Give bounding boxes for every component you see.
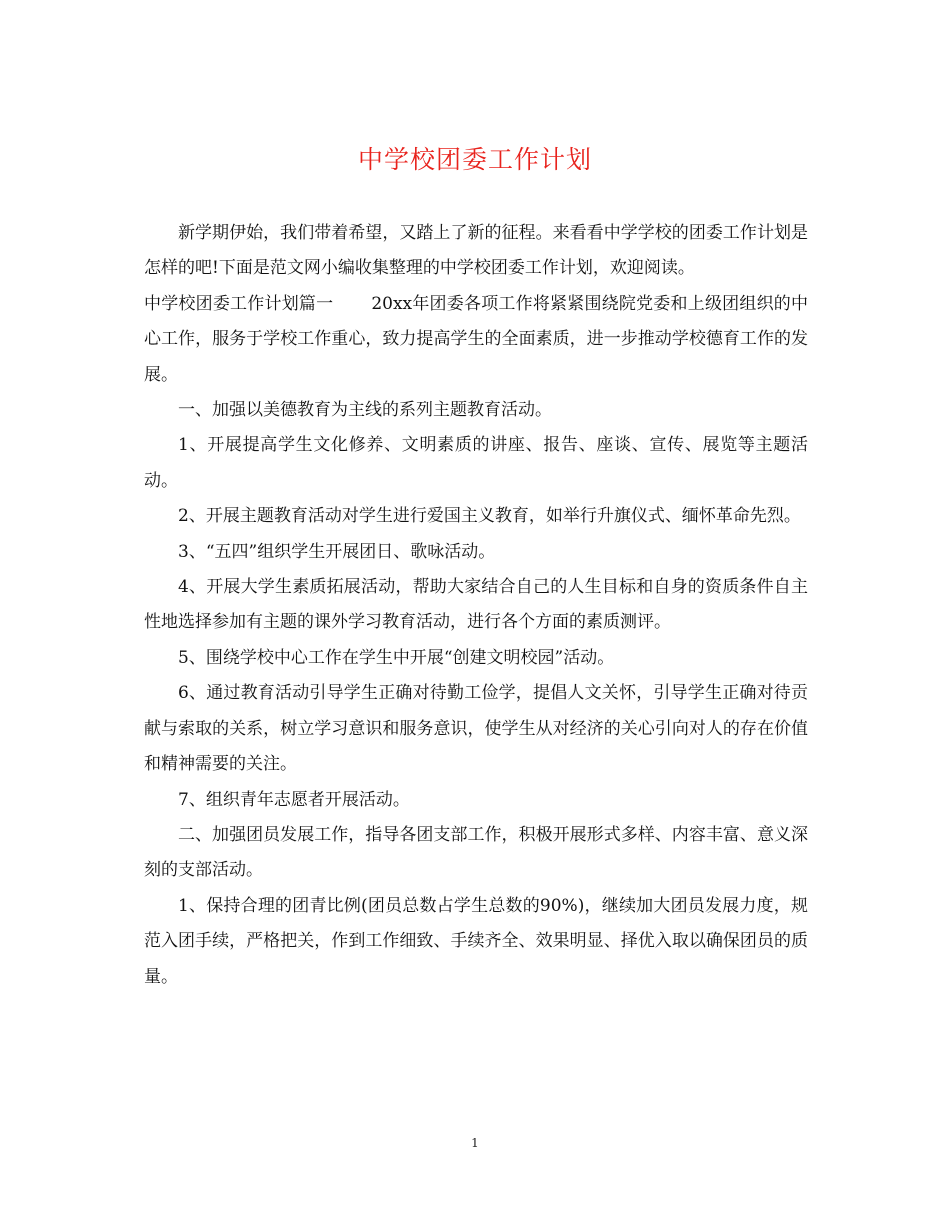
section-label: 中学校团委工作计划篇一: [144, 293, 334, 314]
body-paragraph-8: 7、组织青年志愿者开展活动。: [178, 789, 410, 810]
section-text: 20xx年团委各项工作将紧紧围绕院党委和上级团组织的中心工作，服务于学校工作重心，致力提高学生的全面素质，进一步推动学校德育工作的发展。: [144, 293, 808, 385]
intro-paragraph: 新学期伊始，我们带着希望，又踏上了新的征程。来看看中学学校的团委工作计划是怎样的吧!下面是范文网小编收集整理的中学校团委工作计划，欢迎阅读。: [144, 223, 808, 279]
body-paragraph-3: 2、开展主题教育活动对学生进行爱国主义教育，如举行升旗仪式、缅怀革命先烈。: [178, 506, 801, 527]
body-paragraph-10: 1、保持合理的团青比例(团员总数占学生总数的90%)，继续加大团员发展力度，规范入团手续，严格把关，作到工作细致、手续齐全、效果明显、择优入取以确保团员的质量。: [144, 895, 808, 987]
body-paragraph-1: 一、加强以美德教育为主线的系列主题教育活动。: [178, 400, 552, 421]
body-paragraph-9: 二、加强团员发展工作，指导各团支部工作，积极开展形式多样、内容丰富、意义深刻的支部活动。: [144, 824, 808, 881]
document-body: [144, 216, 808, 995]
body-paragraph-6: 5、围绕学校中心工作在学生中开展“创建文明校园”活动。: [178, 647, 615, 668]
page-number: 1: [471, 1136, 479, 1150]
document-title: 中学校团委工作计划: [357, 145, 592, 174]
body-paragraph-7: 6、通过教育活动引导学生正确对待勤工俭学，提倡人文关怀，引导学生正确对待贡献与索取的关系，树立学习意识和服务意识，使学生从对经济的关心引向对人的存在价值和精神需要的关注。: [144, 683, 808, 775]
body-paragraph-5: 4、开展大学生素质拓展活动，帮助大家结合自己的人生目标和自身的资质条件自主性地选择参加有主题的课外学习教育活动，进行各个方面的素质测评。: [144, 577, 808, 633]
section-heading-line: [144, 287, 808, 393]
body-paragraph-2: 1、开展提高学生文化修养、文明素质的讲座、报告、座谈、宣传、展览等主题活动。: [144, 435, 808, 491]
body-paragraph-4: 3、“五四”组织学生开展团日、歌咏活动。: [178, 541, 496, 562]
